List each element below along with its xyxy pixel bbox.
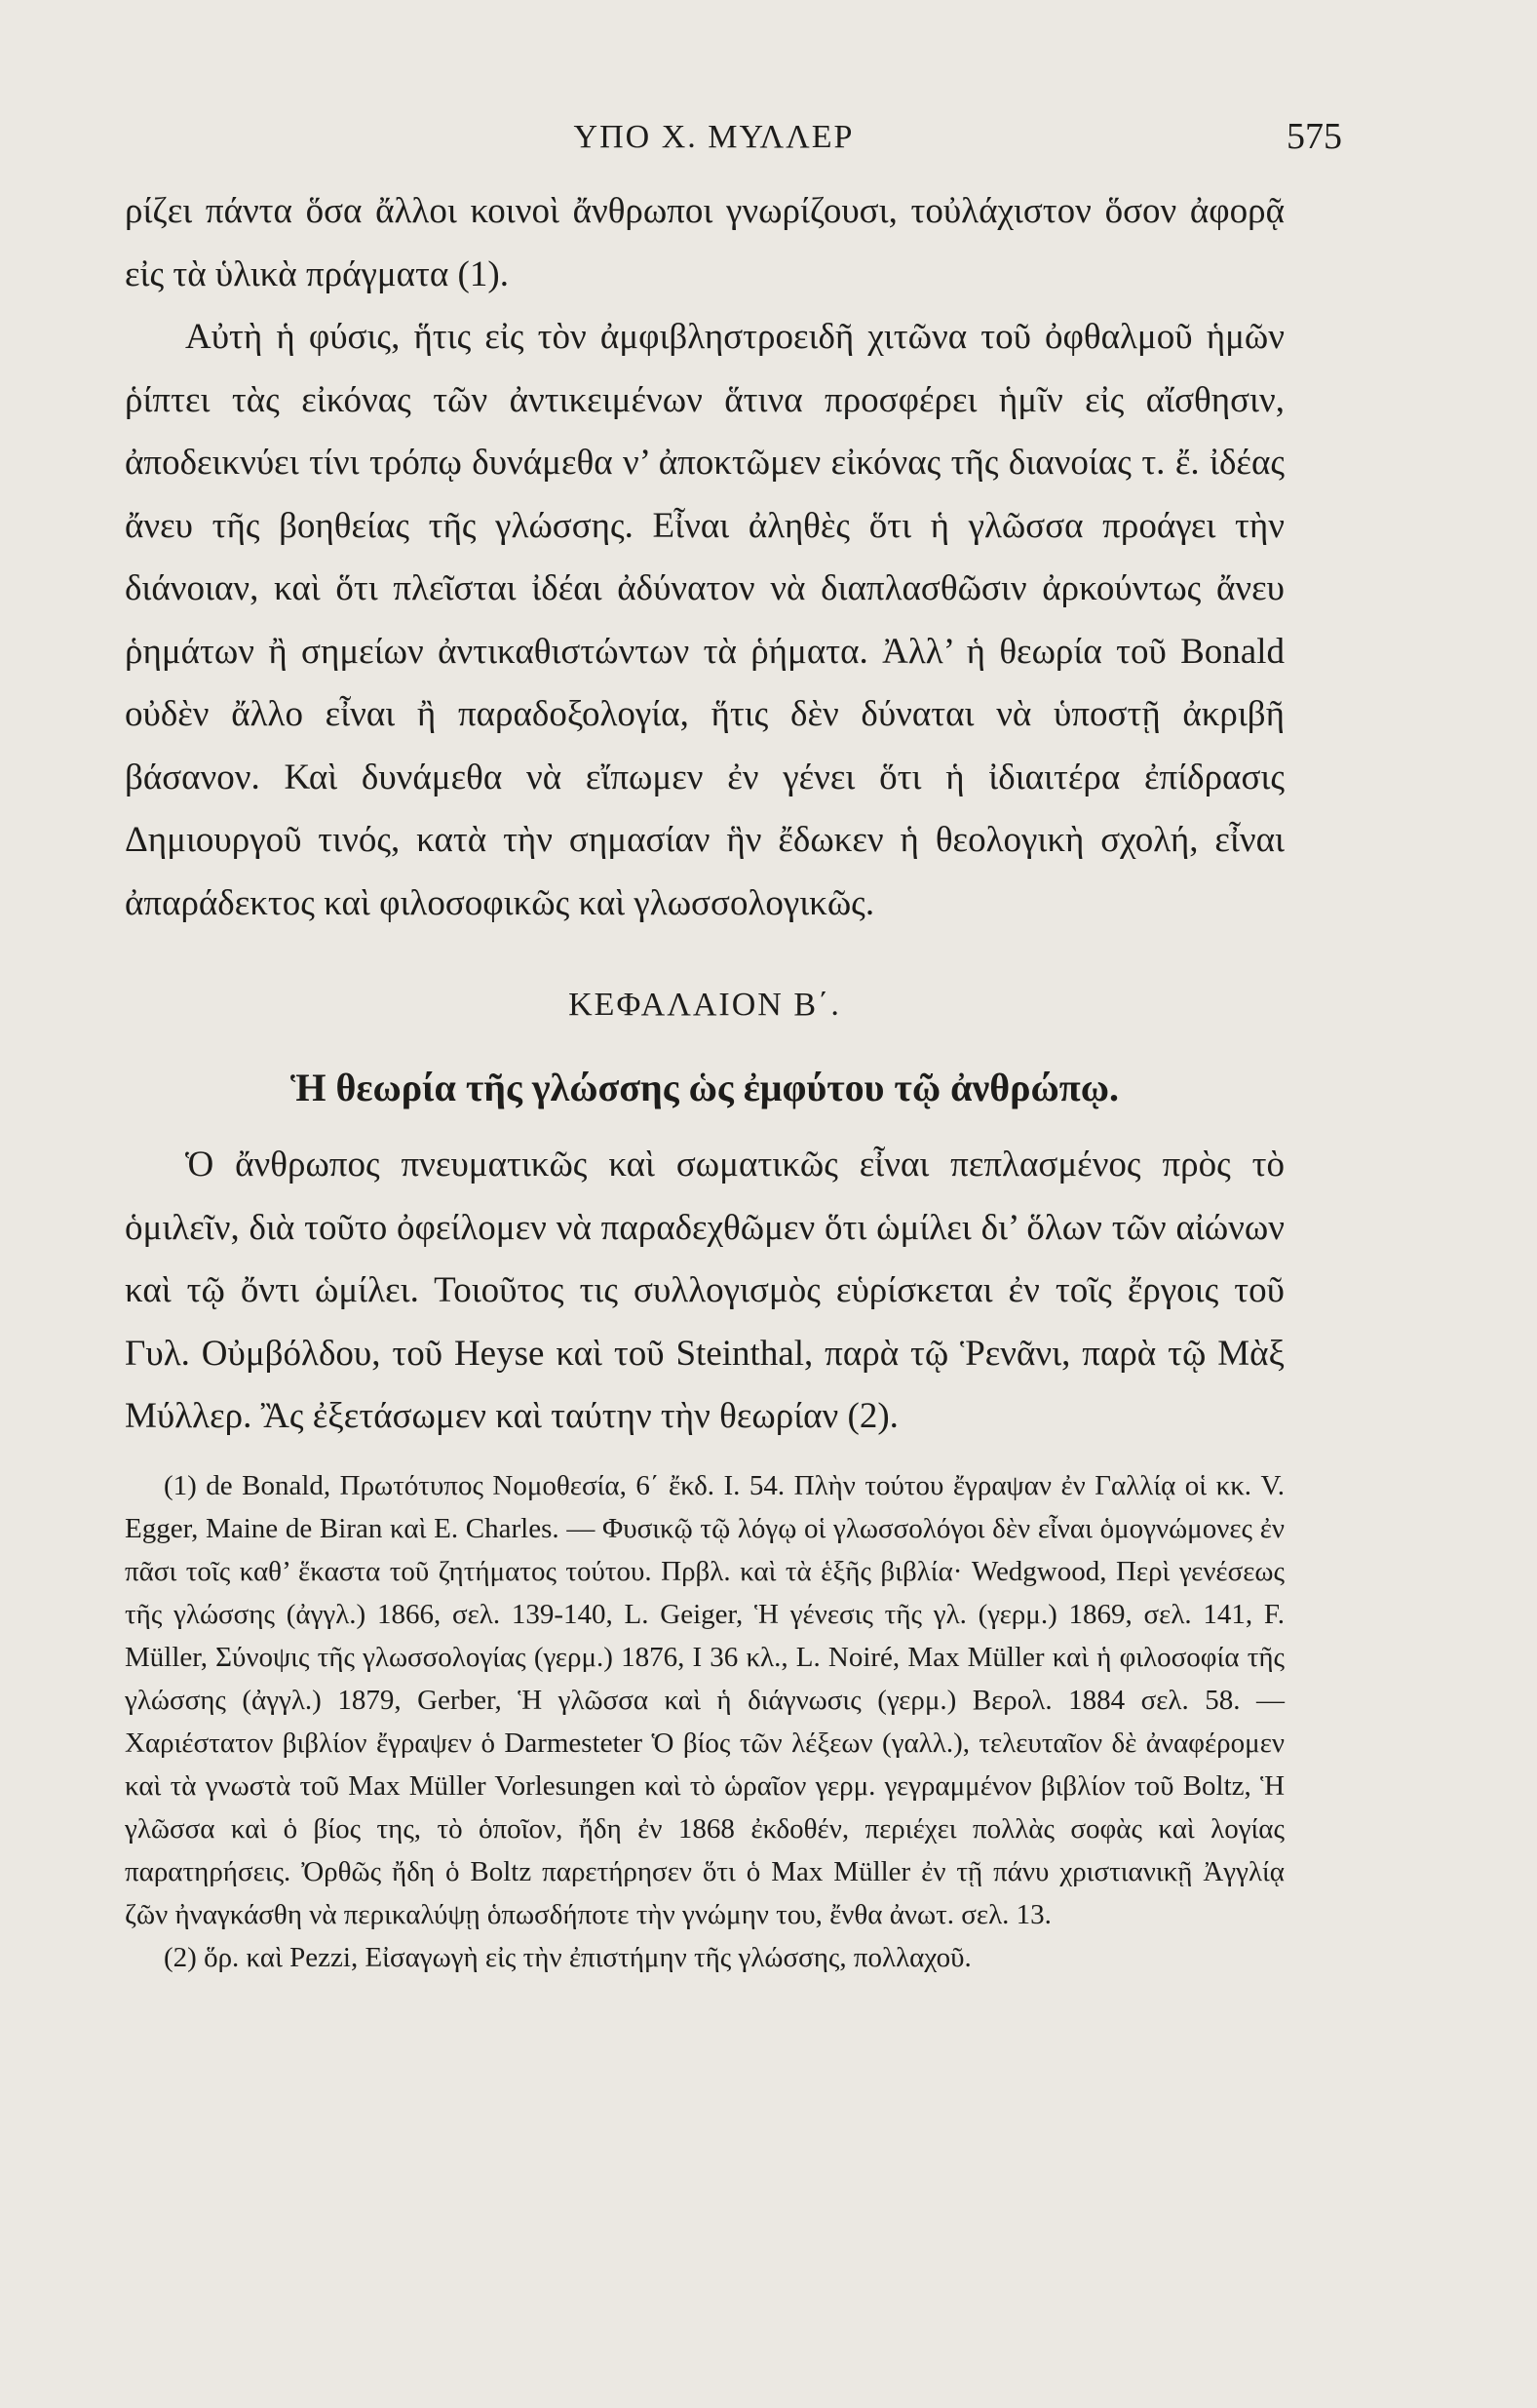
paragraph-continuation: ρίζει πάντα ὅσα ἄλλοι κοινοὶ ἄνθρωποι γνωρίζουσι, τοὐλάχιστον ὅσον ἀφορᾷ εἰς τὰ ὑλικὰ πράγματα (1). — [125, 191, 1285, 294]
page-number: 575 — [1287, 116, 1342, 157]
footnote-1: (1) de Bonald, Πρωτότυπος Νομοθεσία, 6΄ ἔκδ. I. 54. Πλὴν τούτου ἔγραψαν ἐν Γαλλίᾳ οἱ κκ. V. Egger, Maine de Biran καὶ E. Charles. — Φυσικῷ τῷ λόγῳ οἱ γλωσσολόγοι δὲν εἶναι ὁμογνώμονες ἐν πᾶσι τοῖς καθ’ ἕκαστα τοῦ ζητήματος τούτου. Πρβλ. καὶ τὰ ἑξῆς βιβλία· Wedgwood, Περὶ γενέσεως τῆς γλώσσης (ἀγγλ.) 1866, σελ. 139-140, L. Geiger, Ἡ γένεσις τῆς γλ. (γερμ.) 1869, σελ. 141, F. Müller, Σύνοψις τῆς γλωσσολογίας (γερμ.) 1876, I 36 κλ., L. Noiré, Max Müller καὶ ἡ φιλοσοφία τῆς γλώσσης (ἀγγλ.) 1879, Gerber, Ἡ γλῶσσα καὶ ἡ διάγνωσις (γερμ.) Βερολ. 1884 σελ. 58. — Χαριέστατον βιβλίον ἔγραψεν ὁ Darmesteter Ὁ βίος τῶν λέξεων (γαλλ.), τελευταῖον δὲ ἀναφέρομεν καὶ τὰ γνωστὰ τοῦ Max Müller Vorlesungen καὶ τὸ ὡραῖον γερμ. γεγραμμένον βιβλίον τοῦ Boltz, Ἡ γλῶσσα καὶ ὁ βίος της, τὸ ὁποῖον, ἤδη ἐν 1868 ἐκδοθέν, περιέχει πολλὰς σοφὰς καὶ λογίας παρατηρήσεις. Ὀρθῶς ἤδη ὁ Boltz παρετήρησεν ὅτι ὁ Max Müller ἐν τῇ πάνυ χριστιανικῇ Ἀγγλίᾳ ζῶν ἠναγκάσθη νὰ περικαλύψῃ ὁπωσδήποτε τὴν γνώμην του, ἔνθα ἀνωτ. σελ. 13. — [125, 1469, 1285, 1930]
paragraph: Αὐτὴ ἡ φύσις, ἥτις εἰς τὸν ἀμφιβληστροειδῆ χιτῶνα τοῦ ὀφθαλμοῦ ἡμῶν ῥίπτει τὰς εἰκόνας τῶν ἀντικειμένων ἅτινα προσφέρει ἡμῖν εἰς αἴσθησιν, ἀποδεικνύει τίνι τρόπῳ δυνάμεθα ν’ ἀποκτῶμεν εἰκόνας τῆς διανοίας τ. ἔ. ἰδέας ἄνευ τῆς βοηθείας τῆς γλώσσης. Εἶναι ἀληθὲς ὅτι ἡ γλῶσσα προάγει τὴν διάνοιαν, καὶ ὅτι πλεῖσται ἰδέαι ἀδύνατον νὰ διαπλασθῶσιν ἀρκούντως ἄνευ ῥημάτων ἢ σημείων ἀντικαθιστώντων τὰ ῥήματα. Ἀλλ’ ἡ θεωρία τοῦ Bonald οὐδὲν ἄλλο εἶναι ἢ παραδοξολογία, ἥτις δὲν δύναται νὰ ὑποστῇ ἀκριβῆ βάσανον. Καὶ δυνάμεθα νὰ εἴπωμεν ἐν γένει ὅτι ἡ ἰδιαιτέρα ἐπίδρασις Δημιουργοῦ τινός, κατὰ τὴν σημασίαν ἣν ἔδωκεν ἡ θεολογικὴ σχολή, εἶναι ἀπαράδεκτος καὶ φιλοσοφικῶς καὶ γλωσσολογικῶς. — [125, 317, 1285, 923]
section-paragraph: Ὁ ἄνθρωπος πνευματικῶς καὶ σωματικῶς εἶναι πεπλασμένος πρὸς τὸ ὁμιλεῖν, διὰ τοῦτο ὀφείλομεν νὰ παραδεχθῶμεν ὅτι ὡμίλει δι’ ὅλων τῶν αἰώνων καὶ τῷ ὄντι ὡμίλει. Τοιοῦτος τις συλλογισμὸς εὑρίσκεται ἐν τοῖς ἔργοις τοῦ Γυλ. Οὐμβόλδου, τοῦ Heyse καὶ τοῦ Steinthal, παρὰ τῷ Ῥενᾶνι, παρὰ τῷ Μὰξ Μύλλερ. Ἂς ἐξετάσωμεν καὶ ταύτην τὴν θεωρίαν (2). — [125, 1145, 1285, 1436]
footnote-2: (2) ὅρ. καὶ Pezzi, Εἰσαγωγὴ εἰς τὴν ἐπιστήμην τῆς γλώσσης, πολλαχοῦ. — [164, 1941, 972, 1973]
page-body — [125, 180, 1285, 1979]
section-title: Ἡ θεωρία τῆς γλώσσης ὡς ἐμφύτου τῷ ἀνθρώπῳ. — [290, 1066, 1119, 1109]
page-header — [125, 107, 1342, 166]
chapter-label: ΚΕΦΑΛΑΙΟΝ Β΄. — [568, 987, 841, 1023]
footnotes — [125, 1464, 1285, 1979]
running-title: ΥΠΟ Χ. ΜΥΛΛΕΡ — [573, 119, 855, 155]
